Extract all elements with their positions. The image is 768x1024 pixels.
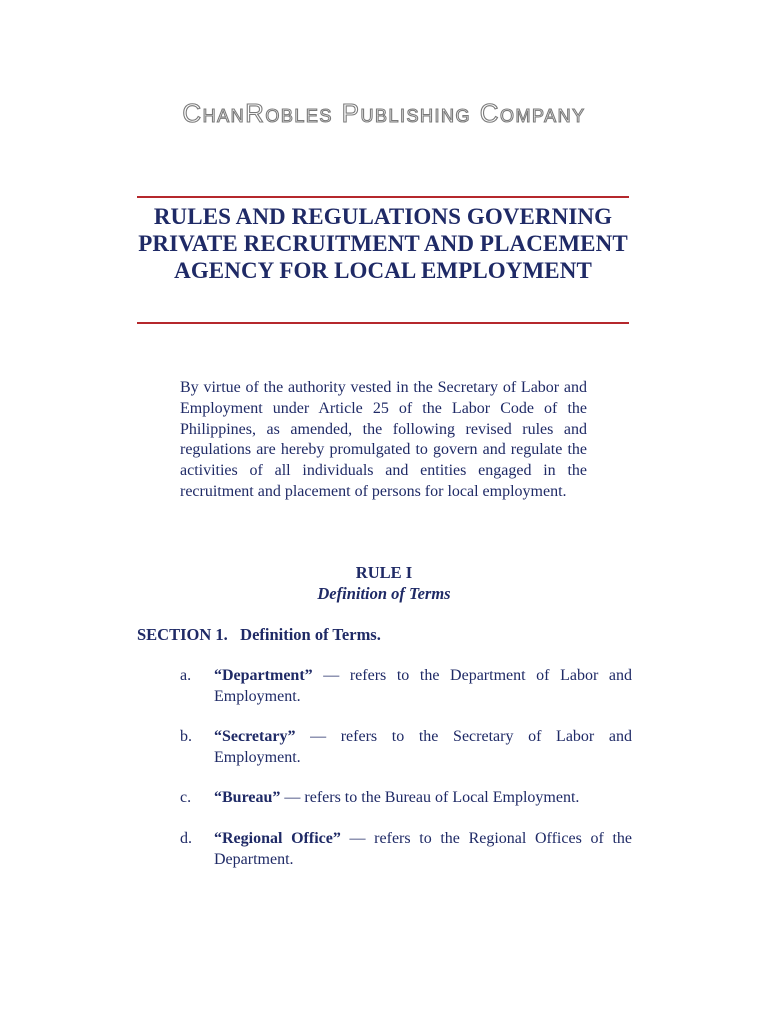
title-bottom-rule — [137, 322, 629, 324]
definition-item — [180, 727, 632, 768]
definition-term: “Regional Office” — [214, 829, 341, 847]
definition-term: “Secretary” — [214, 728, 296, 746]
definitions-list — [180, 666, 632, 890]
definition-term: “Department” — [214, 667, 313, 684]
definition-text: — refers to the Bureau of Local Employment. — [280, 789, 580, 807]
definition-term: “Bureau” — [214, 789, 281, 807]
publisher-logo-text — [154, 92, 614, 132]
definition-marker: c. — [180, 789, 192, 807]
document-title: RULES AND REGULATIONS GOVERNING PRIVATE RECRUITMENT AND PLACEMENT AGENCY FOR LOCAL EMPLOYMENT — [138, 204, 628, 283]
definition-item — [180, 666, 632, 707]
definition-marker: b. — [180, 728, 192, 746]
definition-marker: d. — [180, 829, 192, 847]
definition-marker: a. — [180, 667, 192, 684]
definition-text: — refers to the Regional Offices of the Department. — [214, 829, 632, 868]
definition-text: — refers to the Secretary of Labor and Employment. — [214, 728, 632, 766]
preamble-paragraph: By virtue of the authority vested in the Secretary of Labor and Employment under Article 25 of the Labor Code of the Philippines, as amended, the following revised rules and regulations are hereby promulgated to govern and regulate the activities of all individuals and entities engaged in the recruitment and placement of persons for local employment. — [180, 379, 587, 500]
definition-item — [180, 829, 632, 870]
definition-item — [180, 788, 632, 809]
rule-heading — [0, 562, 768, 604]
publisher-name: ChanRobles Publishing Company — [182, 98, 586, 128]
rule-number: RULE I — [355, 563, 413, 582]
section-heading: SECTION 1. Definition of Terms. — [137, 625, 381, 644]
rule-title: Definition of Terms — [317, 584, 451, 603]
definition-text: — refers to the Department of Labor and Employment. — [214, 667, 632, 705]
title-top-rule — [137, 196, 629, 198]
publisher-logo — [0, 92, 768, 132]
